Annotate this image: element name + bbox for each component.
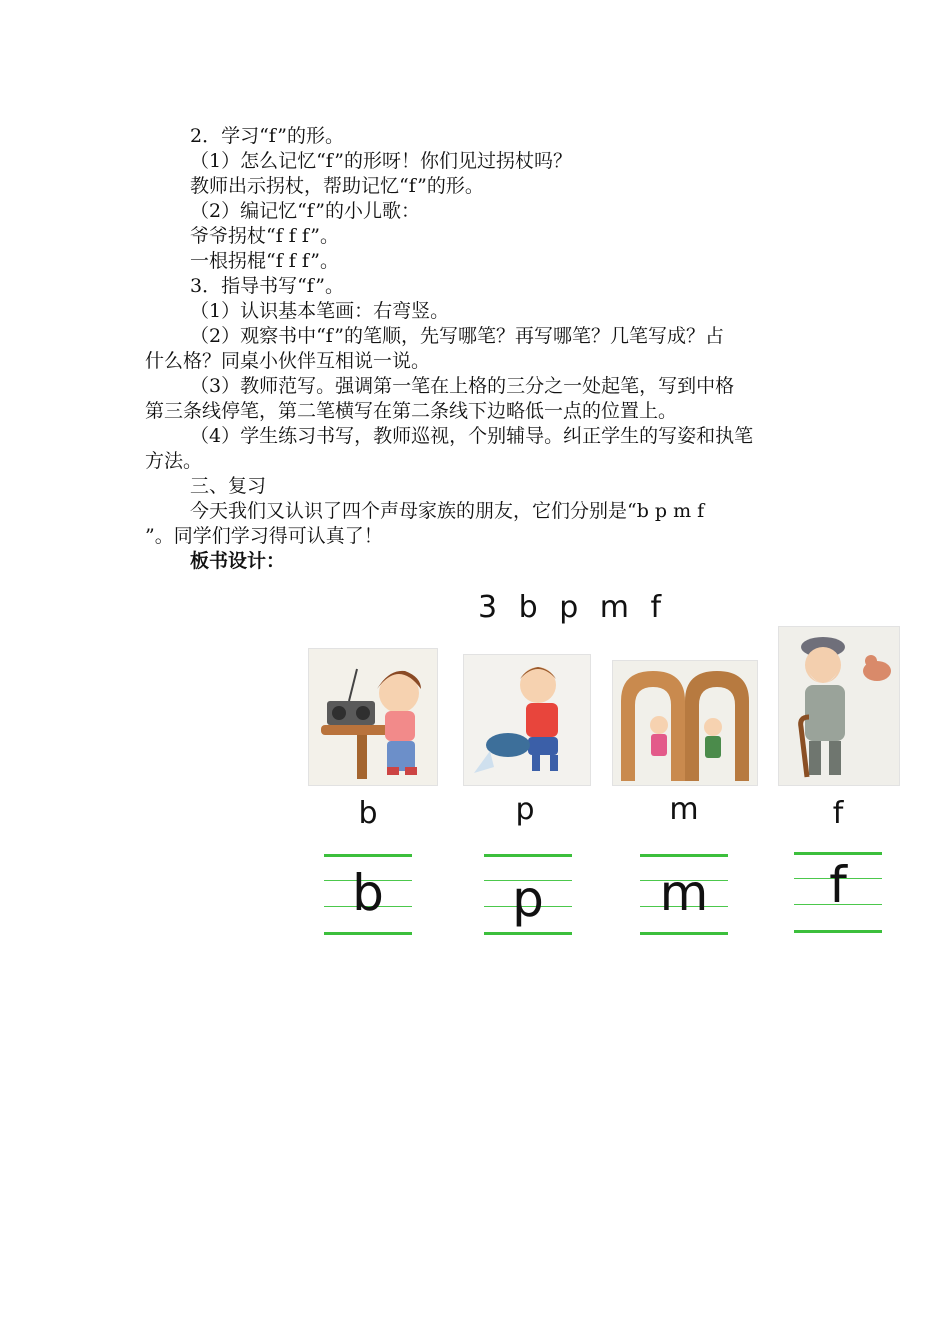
- text-line: （1）认识基本笔画：右弯竖。: [190, 300, 450, 322]
- label-m: m: [669, 792, 699, 827]
- text-line: 一根拐棍“f f f”。: [190, 250, 340, 272]
- text-line: 2．学习“f”的形。: [190, 125, 344, 147]
- text-line: （3）教师范写。强调第一笔在上格的三分之一处起笔，写到中格: [190, 375, 735, 397]
- board-title: 3 b p m f: [478, 590, 668, 625]
- text-line: 第三条线停笔，第二笔横写在第二条线下边略低一点的位置上。: [145, 400, 678, 422]
- text-line: 今天我们又认识了四个声母家族的朋友，它们分别是“b p m f: [190, 500, 705, 522]
- text-line: 爷爷拐杖“f f f”。: [190, 225, 340, 247]
- text-line: （2）编记忆“f”的小儿歌：: [190, 200, 420, 222]
- text-line: 什么格？同桌小伙伴互相说一说。: [145, 350, 431, 372]
- label-p: p: [515, 792, 535, 827]
- grid-letter-p: p: [512, 870, 544, 928]
- grid-letter-m: m: [659, 864, 709, 922]
- writing-grid-p: [484, 854, 572, 938]
- text-line: 3．指导书写“f”。: [190, 275, 344, 297]
- board-design-heading: 板书设计：: [190, 550, 286, 572]
- text-line: 教师出示拐杖，帮助记忆“f”的形。: [190, 175, 484, 197]
- writing-grid-m: [640, 854, 728, 938]
- girl-radio-illustration: [308, 648, 438, 786]
- text-line: （1）怎么记忆“f”的形呀！你们见过拐杖吗？: [190, 150, 572, 172]
- arch-children-illustration: [612, 660, 758, 786]
- label-b: b: [358, 796, 378, 831]
- label-f: f: [832, 796, 844, 831]
- boy-watering-illustration: [463, 654, 591, 786]
- grid-letter-b: b: [352, 864, 384, 922]
- text-line: （2）观察书中“f”的笔顺，先写哪笔？再写哪笔？几笔写成？占: [190, 325, 724, 347]
- text-line: 三、复习: [190, 475, 267, 497]
- writing-grid-f: [794, 852, 882, 936]
- text-line: ”。同学们学习得可认真了！: [145, 525, 383, 547]
- writing-grid-b: [324, 854, 412, 938]
- grandpa-cane-illustration: [778, 626, 900, 786]
- grid-letter-f: f: [829, 856, 847, 914]
- text-line: 方法。: [145, 450, 203, 472]
- text-line: （4）学生练习书写，教师巡视，个别辅导。纠正学生的写姿和执笔: [190, 425, 754, 447]
